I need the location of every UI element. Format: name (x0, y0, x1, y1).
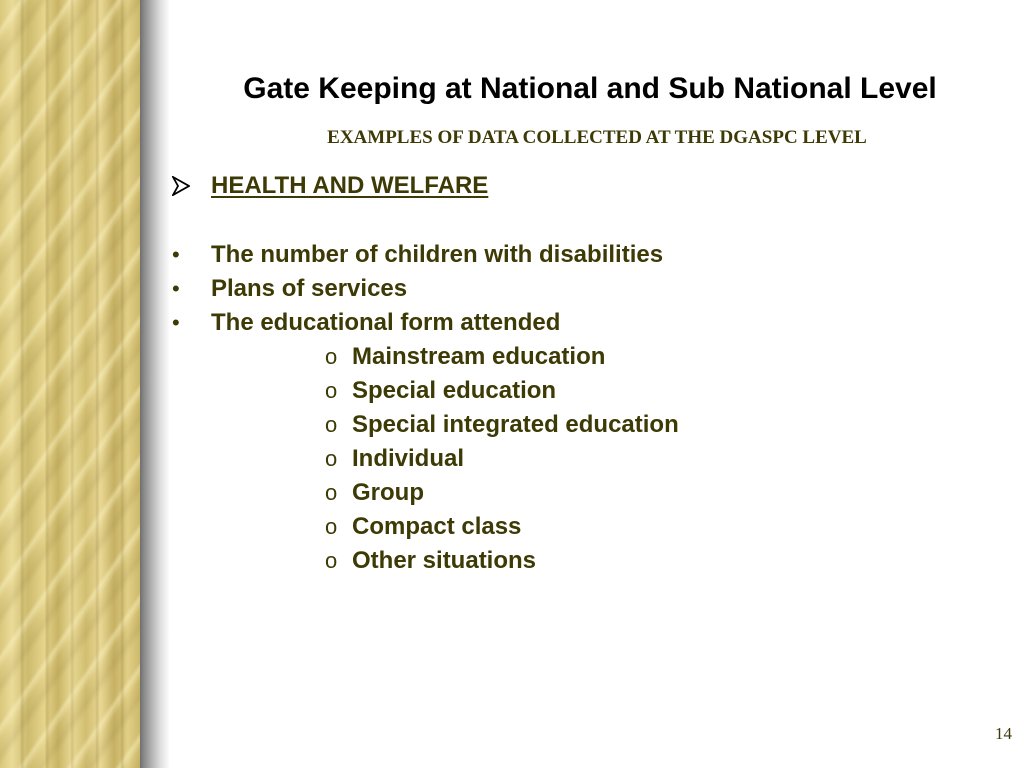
sub-bullet-marker: o (325, 344, 338, 369)
sub-bullet-text: Individual (352, 445, 465, 472)
bullet-text: The number of children with disabilities (211, 241, 664, 268)
page-number: 14 (995, 724, 1012, 743)
bullet-marker: • (172, 242, 180, 267)
sub-bullet-marker: o (325, 548, 338, 573)
bullet-marker: • (172, 276, 180, 301)
bullet-marker: • (172, 310, 180, 335)
sub-bullet-text: Group (352, 479, 424, 506)
bullet-text: Plans of services (211, 275, 408, 302)
sub-bullet-text: Compact class (352, 513, 522, 540)
sub-bullet-text: Special integrated education (352, 411, 679, 438)
decorative-gold-border (0, 0, 140, 768)
bullet-text: The educational form attended (211, 309, 561, 336)
slide-subtitle: EXAMPLES OF DATA COLLECTED AT THE DGASPC LEVEL (327, 127, 867, 148)
slide-title: Gate Keeping at National and Sub National Level (243, 72, 937, 105)
sub-bullet-text: Special education (352, 377, 557, 404)
sub-bullet-marker: o (325, 446, 338, 471)
sub-bullet-marker: o (325, 412, 338, 437)
section-heading-text: HEALTH AND WELFARE (211, 172, 489, 199)
sub-bullet-marker: o (325, 378, 338, 403)
arrow-bullet-icon (172, 176, 190, 196)
sub-bullet-marker: o (325, 514, 338, 539)
sub-bullet-text: Mainstream education (352, 343, 606, 370)
sub-bullet-text: Other situations (352, 547, 537, 574)
sub-bullet-marker: o (325, 480, 338, 505)
border-shadow (140, 0, 170, 768)
